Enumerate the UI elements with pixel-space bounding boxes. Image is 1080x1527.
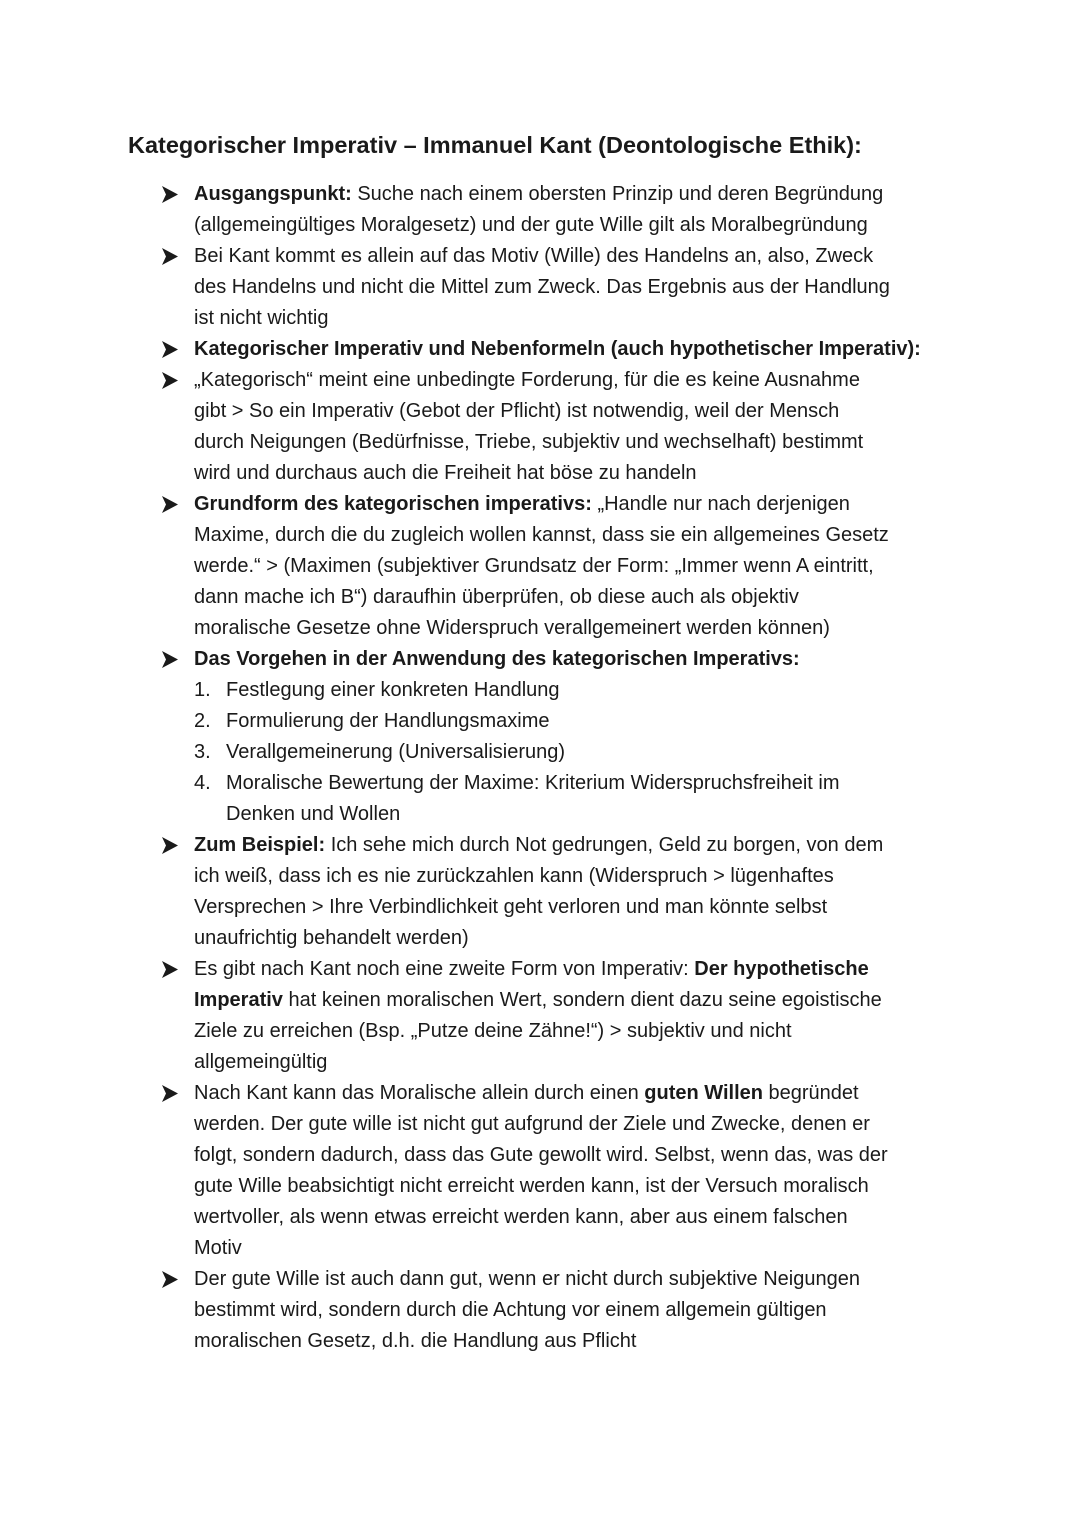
bold-term: Grundform des kategorischen imperativs: bbox=[194, 493, 592, 515]
body-text: moralischen Gesetz, d.h. die Handlung aus Pflicht bbox=[194, 1330, 637, 1352]
arrowhead-bullet-icon bbox=[160, 334, 182, 365]
arrowhead-bullet-icon bbox=[160, 954, 182, 985]
body-text: hat keinen moralischen Wert, sondern dient dazu seine egoistische bbox=[282, 989, 882, 1011]
text-line bbox=[194, 1016, 994, 1047]
text-line bbox=[194, 458, 994, 489]
bold-term: Imperativ bbox=[194, 989, 283, 1011]
step-number: 2. bbox=[194, 710, 211, 732]
step-number: 1. bbox=[194, 679, 211, 701]
list-item bbox=[194, 1264, 994, 1357]
body-text: folgt, sondern dadurch, dass das Gute gewollt wird. Selbst, wenn das, was der bbox=[194, 1144, 888, 1166]
numbered-steps bbox=[194, 675, 994, 830]
text-line bbox=[194, 1171, 994, 1202]
arrowhead-bullet-icon bbox=[160, 1078, 182, 1109]
text-line bbox=[194, 241, 994, 272]
text-line bbox=[194, 830, 994, 861]
text-line bbox=[194, 1140, 994, 1171]
body-text: moralische Gesetze ohne Widerspruch verallgemeinert werden können) bbox=[194, 617, 830, 639]
body-text: durch Neigungen (Bedürfnisse, Triebe, subjektiv und wechselhaft) bestimmt bbox=[194, 431, 864, 453]
step-item bbox=[194, 675, 994, 706]
text-line bbox=[194, 923, 994, 954]
text-line bbox=[194, 1202, 994, 1233]
body-text: Der gute Wille ist auch dann gut, wenn er nicht durch subjektive Neigungen bbox=[194, 1268, 860, 1290]
step-item bbox=[194, 737, 994, 768]
text-line bbox=[194, 1264, 994, 1295]
body-text: Nach Kant kann das Moralische allein durch einen bbox=[194, 1082, 645, 1104]
bold-term: Ausgangspunkt: bbox=[194, 183, 352, 205]
body-text: Motiv bbox=[194, 1237, 242, 1259]
text-line bbox=[194, 1233, 994, 1264]
arrowhead-bullet-icon bbox=[160, 179, 182, 210]
bold-term: Der hypothetische bbox=[694, 958, 869, 980]
list-item bbox=[194, 365, 994, 489]
text-line bbox=[194, 582, 994, 613]
bold-term: Kategorischer Imperativ und Nebenformeln (auch hypothetischer Imperativ): bbox=[194, 338, 921, 360]
bold-term: Zum Beispiel: bbox=[194, 834, 326, 856]
body-text: „Handle nur nach derjenigen bbox=[591, 493, 850, 515]
text-line bbox=[194, 210, 994, 241]
text-line bbox=[194, 1295, 994, 1326]
body-text: Es gibt nach Kant noch eine zweite Form von Imperativ: bbox=[194, 958, 695, 980]
body-text: gute Wille beabsichtigt nicht erreicht werden kann, ist der Versuch moralisch bbox=[194, 1175, 869, 1197]
text-line bbox=[194, 179, 994, 210]
text-line bbox=[194, 272, 994, 303]
body-text: (allgemeingültiges Moralgesetz) und der gute Wille gilt als Moralbegründung bbox=[194, 214, 868, 236]
body-text: Suche nach einem obersten Prinzip und deren Begründung bbox=[351, 183, 884, 205]
arrowhead-bullet-icon bbox=[160, 644, 182, 675]
text-line bbox=[194, 551, 994, 582]
text-line bbox=[194, 520, 994, 551]
list-item bbox=[194, 644, 994, 830]
list-item bbox=[194, 179, 994, 241]
document-title: Kategorischer Imperativ – Immanuel Kant (Deontologische Ethik): bbox=[128, 132, 862, 158]
step-item bbox=[194, 706, 994, 737]
arrowhead-bullet-icon bbox=[160, 489, 182, 520]
list-item bbox=[194, 1078, 994, 1264]
list-item bbox=[194, 241, 994, 334]
body-text: Bei Kant kommt es allein auf das Motiv (Wille) des Handelns an, also, Zweck bbox=[194, 245, 874, 267]
body-text: begründet bbox=[762, 1082, 859, 1104]
arrowhead-bullet-icon bbox=[160, 241, 182, 272]
body-text: bestimmt wird, sondern durch die Achtung vor einem allgemein gültigen bbox=[194, 1299, 827, 1321]
step-text: Verallgemeinerung (Universalisierung) bbox=[226, 741, 566, 763]
list-item bbox=[194, 489, 994, 644]
body-text: Ziele zu erreichen (Bsp. „Putze deine Zähne!“) > subjektiv und nicht bbox=[194, 1020, 792, 1042]
text-line bbox=[194, 334, 994, 365]
text-line bbox=[194, 1047, 994, 1078]
text-line bbox=[194, 489, 994, 520]
body-text: „Kategorisch“ meint eine unbedingte Forderung, für die es keine Ausnahme bbox=[194, 369, 860, 391]
list-item bbox=[194, 334, 994, 365]
step-text: Denken und Wollen bbox=[226, 803, 401, 825]
arrowhead-bullet-icon bbox=[160, 830, 182, 861]
text-line bbox=[194, 427, 994, 458]
body-text: Versprechen > Ihre Verbindlichkeit geht verloren und man könnte selbst bbox=[194, 896, 828, 918]
list-item bbox=[194, 830, 994, 954]
body-text: werden. Der gute wille ist nicht gut aufgrund der Ziele und Zwecke, denen er bbox=[194, 1113, 870, 1135]
text-line bbox=[194, 954, 994, 985]
arrowhead-bullet-icon bbox=[160, 1264, 182, 1295]
step-number: 3. bbox=[194, 741, 211, 763]
body-text: wird und durchaus auch die Freiheit hat böse zu handeln bbox=[194, 462, 697, 484]
text-line bbox=[194, 613, 994, 644]
list-item bbox=[194, 954, 994, 1078]
body-text: unaufrichtig behandelt werden) bbox=[194, 927, 469, 949]
text-line bbox=[194, 892, 994, 923]
body-text: des Handelns und nicht die Mittel zum Zweck. Das Ergebnis aus der Handlung bbox=[194, 276, 890, 298]
text-line bbox=[194, 1078, 994, 1109]
body-text: gibt > So ein Imperativ (Gebot der Pflicht) ist notwendig, weil der Mensch bbox=[194, 400, 840, 422]
step-text: Formulierung der Handlungsmaxime bbox=[226, 710, 550, 732]
body-text: allgemeingültig bbox=[194, 1051, 328, 1073]
bold-term: guten Willen bbox=[644, 1082, 763, 1104]
step-text: Moralische Bewertung der Maxime: Kriterium Widerspruchsfreiheit im bbox=[226, 772, 840, 794]
text-line bbox=[194, 365, 994, 396]
step-number: 4. bbox=[194, 772, 211, 794]
bold-term: Das Vorgehen in der Anwendung des kategorischen Imperativs: bbox=[194, 648, 800, 670]
body-text: ich weiß, dass ich es nie zurückzahlen kann (Widerspruch > lügenhaftes bbox=[194, 865, 834, 887]
arrowhead-bullet-icon bbox=[160, 365, 182, 396]
body-text: Ich sehe mich durch Not gedrungen, Geld zu borgen, von dem bbox=[325, 834, 884, 856]
body-text: dann mache ich B“) daraufhin überprüfen, ob diese auch als objektiv bbox=[194, 586, 799, 608]
text-line bbox=[194, 644, 994, 675]
text-line bbox=[194, 861, 994, 892]
text-line bbox=[194, 303, 994, 334]
text-line bbox=[194, 1326, 994, 1357]
step-text: Festlegung einer konkreten Handlung bbox=[226, 679, 560, 701]
body-text: Maxime, durch die du zugleich wollen kannst, dass sie ein allgemeines Gesetz bbox=[194, 524, 889, 546]
body-text: ist nicht wichtig bbox=[194, 307, 329, 329]
bullet-list bbox=[194, 179, 994, 1357]
text-line bbox=[194, 1109, 994, 1140]
body-text: wertvoller, als wenn etwas erreicht werden kann, aber aus einem falschen bbox=[194, 1206, 848, 1228]
step-item bbox=[194, 768, 994, 830]
text-line bbox=[194, 396, 994, 427]
body-text: werde.“ > (Maximen (subjektiver Grundsatz der Form: „Immer wenn A eintritt, bbox=[194, 555, 874, 577]
text-line bbox=[194, 985, 994, 1016]
